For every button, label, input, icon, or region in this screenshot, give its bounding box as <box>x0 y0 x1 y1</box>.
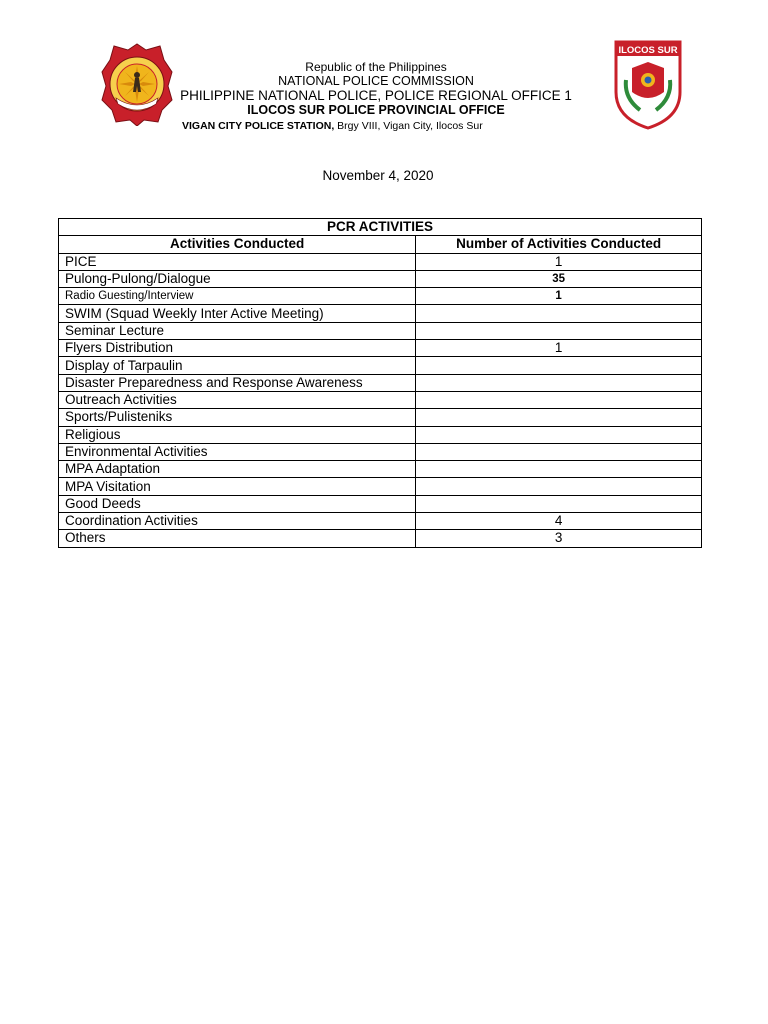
count-cell: 1 <box>416 340 702 357</box>
table-row <box>59 478 702 495</box>
table-row <box>59 253 702 270</box>
activity-cell: Seminar Lecture <box>59 322 416 339</box>
table-title-row <box>59 219 702 236</box>
column-header-count: Number of Activities Conducted <box>416 236 702 253</box>
activity-cell: Pulong-Pulong/Dialogue <box>59 270 416 287</box>
header-station-name: VIGAN CITY POLICE STATION, <box>182 120 335 132</box>
table-row <box>59 495 702 512</box>
table-title: PCR ACTIVITIES <box>59 219 702 236</box>
header-pnp-region: PHILIPPINE NATIONAL POLICE, POLICE REGIONAL OFFICE 1 <box>180 88 572 103</box>
header-address: Brgy VIII, Vigan City, Ilocos Sur <box>334 120 483 132</box>
header-napolcom: NATIONAL POLICE COMMISSION <box>278 74 474 88</box>
table-row <box>59 374 702 391</box>
header-station-address <box>182 120 483 132</box>
activity-cell: Religious <box>59 426 416 443</box>
count-cell <box>416 443 702 460</box>
table-row <box>59 426 702 443</box>
activity-cell: Others <box>59 530 416 547</box>
activity-cell: MPA Adaptation <box>59 461 416 478</box>
activity-cell: Disaster Preparedness and Response Awareness <box>59 374 416 391</box>
activity-cell: MPA Visitation <box>59 478 416 495</box>
table-row <box>59 288 702 305</box>
count-cell <box>416 495 702 512</box>
table-row <box>59 340 702 357</box>
activity-cell: SWIM (Squad Weekly Inter Active Meeting) <box>59 305 416 322</box>
table-row <box>59 530 702 547</box>
table-row <box>59 409 702 426</box>
activity-cell: Sports/Pulisteniks <box>59 409 416 426</box>
activity-cell: Flyers Distribution <box>59 340 416 357</box>
activity-cell: Environmental Activities <box>59 443 416 460</box>
table-row <box>59 305 702 322</box>
table-row <box>59 461 702 478</box>
column-header-activities: Activities Conducted <box>59 236 416 253</box>
count-cell <box>416 357 702 374</box>
activity-cell: Good Deeds <box>59 495 416 512</box>
count-cell: 1 <box>416 288 702 305</box>
count-cell <box>416 478 702 495</box>
count-cell <box>416 409 702 426</box>
table-row <box>59 357 702 374</box>
header-provincial-office: ILOCOS SUR POLICE PROVINCIAL OFFICE <box>247 103 505 117</box>
report-date: November 4, 2020 <box>322 168 434 183</box>
pcr-activities-table <box>58 218 702 548</box>
count-cell <box>416 461 702 478</box>
count-cell <box>416 426 702 443</box>
table-row <box>59 322 702 339</box>
count-cell <box>416 305 702 322</box>
table-header-row <box>59 236 702 253</box>
table-row <box>59 443 702 460</box>
activity-cell: Radio Guesting/Interview <box>59 288 416 305</box>
count-cell <box>416 374 702 391</box>
activity-cell: Coordination Activities <box>59 513 416 530</box>
table-row <box>59 270 702 287</box>
logo-banner-text: ILOCOS SUR <box>618 45 678 56</box>
count-cell: 35 <box>416 270 702 287</box>
table-row <box>59 513 702 530</box>
table-row <box>59 391 702 408</box>
activity-cell: PICE <box>59 253 416 270</box>
ilocos-sur-ppo-logo <box>610 40 686 130</box>
header-republic: Republic of the Philippines <box>305 60 447 74</box>
count-cell: 3 <box>416 530 702 547</box>
count-cell <box>416 391 702 408</box>
count-cell <box>416 322 702 339</box>
activity-cell: Display of Tarpaulin <box>59 357 416 374</box>
count-cell: 4 <box>416 513 702 530</box>
count-cell: 1 <box>416 253 702 270</box>
activity-cell: Outreach Activities <box>59 391 416 408</box>
